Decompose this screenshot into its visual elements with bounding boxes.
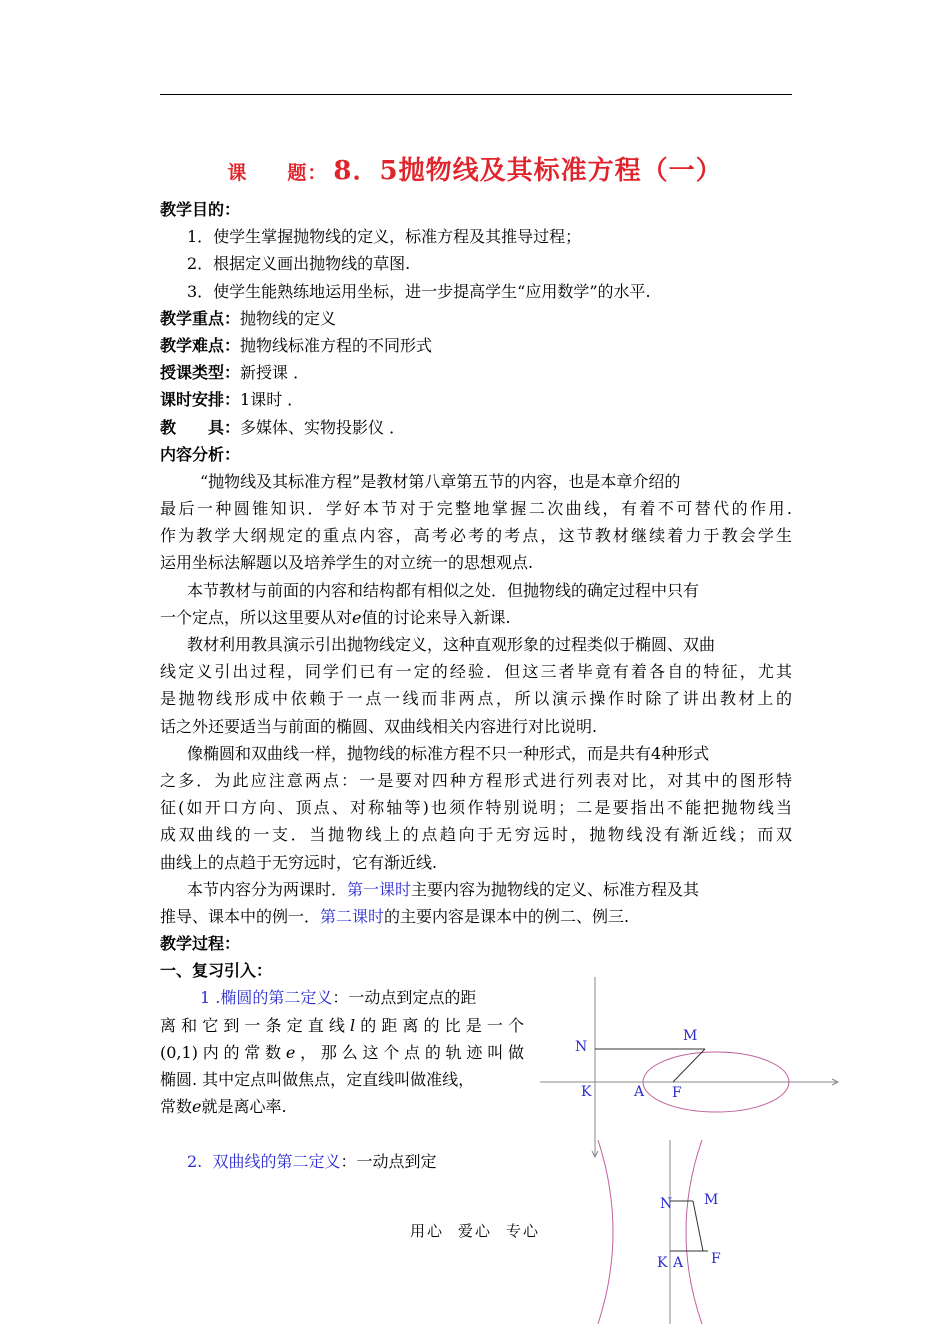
paragraph-text: 一个定点，所以这里要从对 [160,607,353,627]
review-text-span: 离和它到一条定直线 [160,1015,350,1035]
spacer [160,1120,524,1147]
goals-heading: 教学目的： [160,200,241,219]
focus-value: 抛物线的定义 [240,308,337,328]
tools-row [160,414,792,441]
point-label-n: N [660,1196,673,1212]
review-text-span: 就是离心率. [201,1097,287,1117]
interval-text: (0,1) [160,1042,198,1062]
paragraph-line: 最后一种圆锥知识．学好本节对于完整地掌握二次曲线，有着不可替代的作用. [160,499,792,519]
point-label-a: A [634,1084,645,1100]
focus-label: 教学重点： [160,308,241,328]
paragraph-line: 征(如开口方向、顶点、对称轴等)也须作特别说明；二是要指出不能把抛物线当 [160,798,792,818]
paragraph-text: 主要内容为抛物线的定义、标准方程及其 [411,879,700,899]
variable-e: e [285,1042,296,1062]
goal-item: 1．使学生掌握抛物线的定义，标准方程及其推导过程； [187,227,582,247]
paragraph-line [160,876,792,903]
focus-row [160,305,792,332]
goal-item: 3．使学生能熟练地运用坐标，进一步提高学生“应用数学”的水平. [187,281,651,301]
tools-label: 教 具： [160,417,241,437]
review-text-span: 内的常数 [197,1042,286,1062]
paragraph-line: “抛物线及其标准方程”是教材第八章第五节的内容，也是本章介绍的 [200,471,681,491]
point-label-n: N [575,1039,588,1055]
ellipse-definition-link[interactable]: 椭圆的第二定义 [220,988,333,1008]
paragraph-line [160,604,792,631]
point-label-a: A [673,1255,684,1271]
schedule-value: 1课时 ． [240,390,304,410]
page-title [0,150,950,187]
review-line [160,1012,524,1039]
schedule-row [160,386,792,413]
review-line [160,1148,524,1175]
segment-mf [693,1201,703,1251]
lesson-type-row [160,359,792,386]
hyperbola-definition-link[interactable]: 双曲线的第二定义 [212,1151,341,1171]
review-line [160,984,524,1011]
title-main: 8．5抛物线及其标准方程（一） [333,156,723,186]
point-label-k: K [657,1255,668,1271]
ellipse-figure [535,975,845,1165]
hyperbola-figure [590,1138,750,1328]
paragraph-line: 之多．为此应注意两点：一是要对四种方程形式进行列表对比，对其中的图形特 [160,770,792,790]
paragraph-line: 曲线上的点趋于无穷远时，它有渐近线. [160,852,438,872]
paragraph-line: 线定义引出过程，同学们已有一定的经验．但这三者毕竟有着各自的特征，尤其 [160,662,792,682]
section-heading: 一、复习引入： [160,961,273,981]
point-label-f: F [711,1251,721,1267]
review-text-span: 的距离的比是一个 [355,1015,524,1035]
difficulty-value: 抛物线标准方程的不同形式 [240,335,433,355]
review-text-span: ，那么这个点的轨迹叫做 [295,1042,524,1062]
paragraph-line: 作为教学大纲规定的重点内容，高考必考的考点，这节教材继续着力于教会学生 [160,526,792,546]
paragraph-line: 本节教材与前面的内容和结构都有相似之处．但抛物线的确定过程中只有 [187,580,700,600]
review-text-span: ：一动点到定 [340,1151,437,1171]
paragraph-line: 是抛物线形成中依赖于一点一线而非两点，所以演示操作时除了讲出教材上的 [160,689,792,709]
second-lesson-link[interactable]: 第二课时 [320,906,385,926]
review-text-span: 常数 [160,1097,193,1117]
difficulty-label: 教学难点： [160,335,241,355]
footer-word: 用心 [410,1222,445,1240]
paragraph-line: 教材利用教具演示引出抛物线定义，这种直观形象的过程类似于椭圆、双曲 [187,635,716,654]
title-label: 课 题： [227,162,328,184]
process-heading: 教学过程： [160,934,241,954]
point-label-f: F [672,1085,682,1101]
review-text [160,984,524,1174]
point-label-m: M [683,1028,698,1044]
paragraph-line: 成双曲线的一支．当抛物线上的点趋向于无穷远时，抛物线没有渐近线；而双 [160,825,792,845]
footer-word: 爱心 [458,1222,493,1240]
review-line [160,1039,524,1066]
hyperbola-left-branch [598,1140,613,1324]
paragraph-text: 本节内容分为两课时． [187,879,348,899]
goal-item: 2．根据定义画出抛物线的草图. [187,254,411,274]
paragraph-line: 话之外还要适当与前面的椭圆、双曲线相关内容进行对比说明. [160,716,598,736]
footer-word: 专心 [506,1222,541,1240]
lesson-type-value: 新授课 ． [240,363,310,383]
point-label-m: M [704,1192,719,1208]
paragraph-line: 像椭圆和双曲线一样，抛物线的标准方程不只一种形式，而是共有4种形式 [187,743,710,763]
analysis-heading: 内容分析： [160,444,241,464]
lesson-type-label: 授课类型： [160,363,241,383]
schedule-label: 课时安排： [160,390,241,410]
paragraph-text: 推导、课本中的例一． [160,906,321,926]
paragraph-line [160,903,792,930]
review-item-number: 2. [187,1151,203,1171]
variable-l: l [349,1015,356,1035]
review-item-number: 1 . [200,988,221,1008]
paragraph-text: 值的讨论来导入新课. [361,607,511,627]
review-text-span: ：一动点到定点的距 [332,988,477,1008]
review-line: 椭圆. 其中定点叫做焦点，定直线叫做准线， [160,1070,475,1089]
difficulty-row [160,332,792,359]
point-label-k: K [581,1084,592,1100]
first-lesson-link[interactable]: 第一课时 [347,879,412,899]
review-line [160,1093,524,1120]
paragraph-text: 的主要内容是课本中的例二、例三. [384,906,630,926]
tools-value: 多媒体、实物投影仪 ． [240,417,406,437]
variable-e: e [192,1097,202,1117]
page-footer [410,1220,540,1241]
variable-e: e [352,607,362,627]
paragraph-line: 运用坐标法解题以及培养学生的对立统一的思想观点. [160,553,534,573]
header-rule [160,94,792,95]
